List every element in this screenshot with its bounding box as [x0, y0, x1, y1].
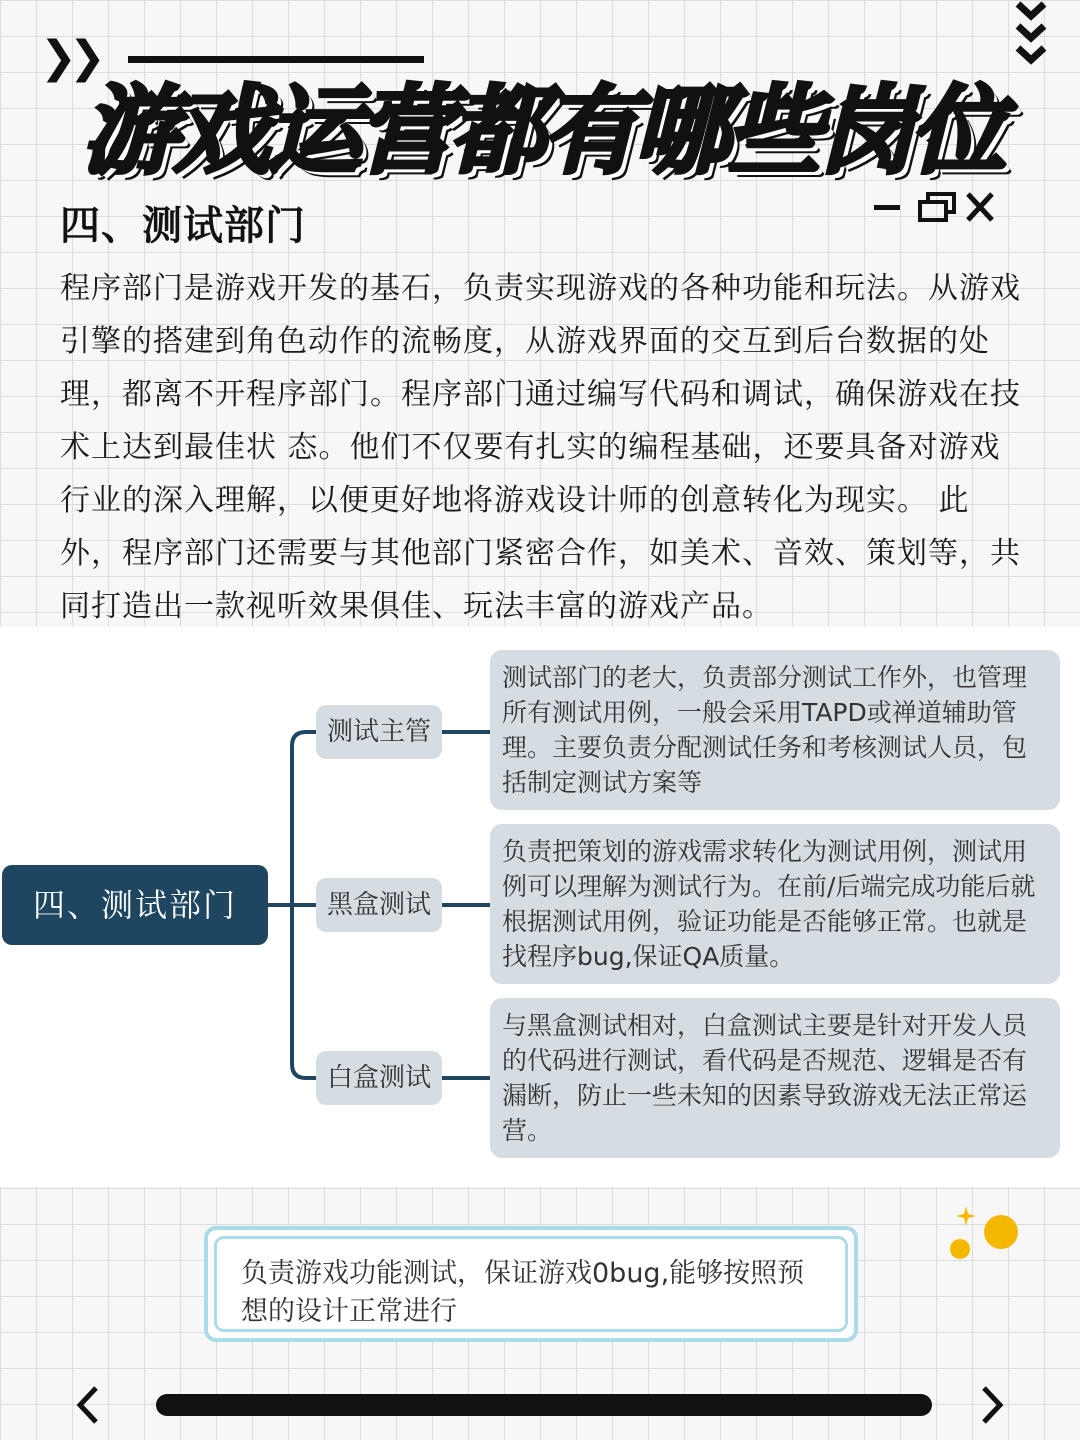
restore-icon[interactable] — [920, 194, 954, 220]
branch-node-black-box: 黑盒测试 — [316, 878, 442, 932]
page-title: 游戏运营都有哪些岗位 — [82, 75, 1002, 187]
summary-note-text: 负责游戏功能测试，保证游戏0bug,能够按照预想的设计正常进行 — [214, 1236, 848, 1332]
triple-chevron-down-icon — [1014, 0, 1048, 78]
branch-node-test-lead: 测试主管 — [316, 705, 442, 759]
leaf-desc-white-box: 与黑盒测试相对，白盒测试主要是针对开发人员的代码进行测试，看代码是否规范、逻辑是否有漏断，防止一些未知的因素导致游戏无法正常运营。 — [490, 998, 1060, 1158]
sparkle-decoration-icon — [946, 1204, 1026, 1264]
summary-note — [204, 1226, 858, 1342]
section-title: 四、测试部门 — [60, 203, 306, 249]
scrollbar-track[interactable] — [156, 1394, 932, 1416]
window-controls — [870, 188, 1000, 228]
chevron-left-icon[interactable] — [72, 1382, 104, 1428]
intro-paragraph: 程序部门是游戏开发的基石，负责实现游戏的各种功能和玩法。从游戏引擎的搭建到角色动作的流畅度，从游戏界面的交互到后台数据的处理，都离不开程序部门。程序部门通过编写代码和调试，确保游戏在技术上达到最佳状 态。他们不仅要有扎实的编程基础，还要具备对游戏行业的深入理解，以便更好地将游戏设计师的创意转化为现实。 此外，程序部门还需要与其他部门紧密合作，如美术、音效、策划等，共同打造出一款视听效果俱佳、玩法丰富的游戏产品。 — [60, 271, 1021, 624]
mindmap-root-node: 四、测试部门 — [2, 865, 268, 945]
leaf-desc-black-box: 负责把策划的游戏需求转化为测试用例，测试用例可以理解为测试行为。在前/后端完成功能后就根据测试用例，验证功能是否能够正常。也就是找程序bug,保证QA质量。 — [490, 824, 1060, 984]
decorative-bar — [128, 56, 424, 63]
minimize-icon[interactable] — [874, 205, 900, 210]
double-chevron-right-icon: ❯❯ — [40, 32, 98, 83]
chevron-right-icon[interactable] — [976, 1382, 1008, 1428]
close-icon[interactable] — [968, 194, 992, 220]
branch-node-white-box: 白盒测试 — [316, 1051, 442, 1105]
leaf-desc-test-lead: 测试部门的老大，负责部分测试工作外，也管理所有测试用例，一般会采用TAPD或禅道辅助管理。主要负责分配测试任务和考核测试人员，包括制定测试方案等 — [490, 650, 1060, 810]
